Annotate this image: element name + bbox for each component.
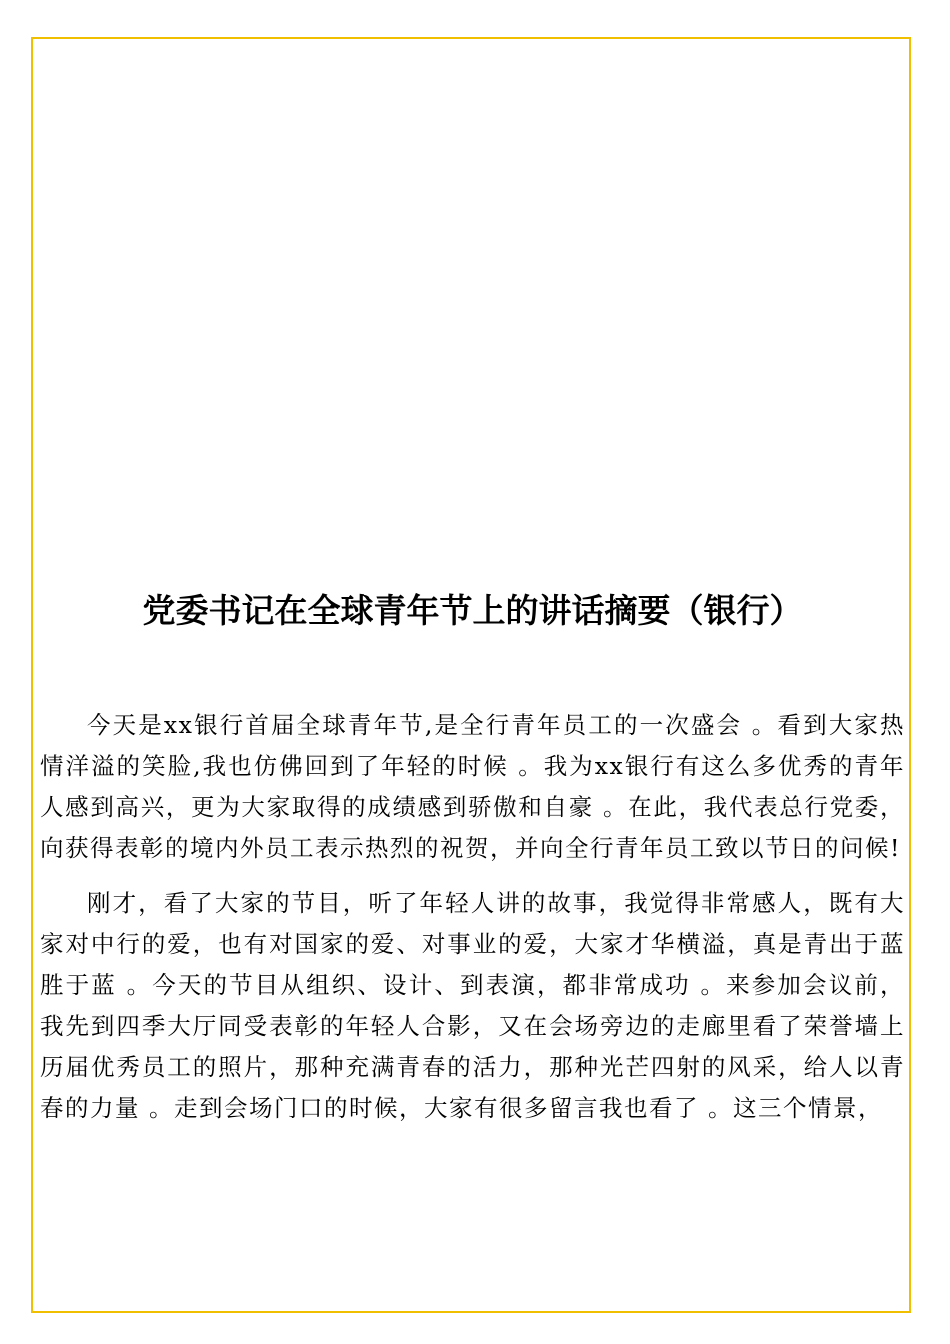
paragraph-2: 刚才，看了大家的节目，听了年轻人讲的故事，我觉得非常感人，既有大家对中行的爱，也有对国家的爱、对事业的爱，大家才华横溢，真是青出于蓝胜于蓝 。今天的节目从组织、设计、到表演，都非常成功 。来参加会议前，我先到四季大厅同受表彰的年轻人合影，又在会场旁边的走廊里看了荣誉墙上历届优秀员工的照片，那种充满青春的活力，那种光芒四射的风采，给人以青春的力量 。走到会场门口的时候，大家有很多留言我也看了 。这三个情景， <box>40 889 905 1122</box>
document-title: 党委书记在全球青年节上的讲话摘要（银行） <box>142 591 803 630</box>
document-body <box>40 705 905 1143</box>
paragraph-1: 今天是xx银行首届全球青年节,是全行青年员工的一次盛会 。看到大家热情洋溢的笑脸,我也仿佛回到了年轻的时候 。我为xx银行有这么多优秀的青年人感到高兴，更为大家取得的成绩感到骄傲和自豪 。在此，我代表总行党委，向获得表彰的境内外员工表示热烈的祝贺，并向全行青年员工致以节日的问候! <box>40 711 905 862</box>
